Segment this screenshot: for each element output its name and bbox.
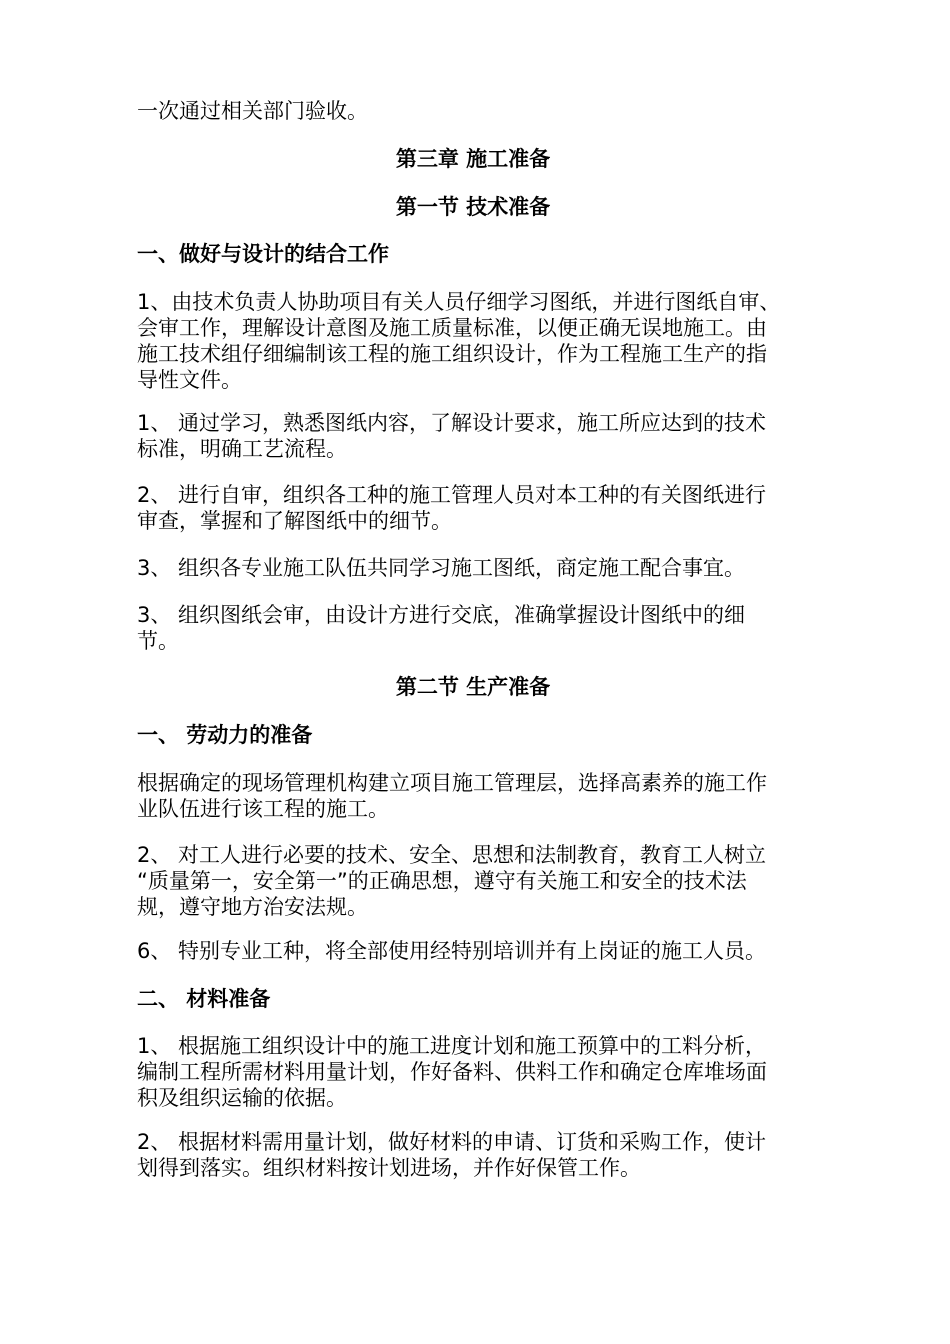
paragraph-line: 编制工程所需材料用量计划，作好备料、供料工作和确定仓库堆场面	[137, 1060, 767, 1084]
paragraph-line: 划得到落实。组织材料按计划进场，并作好保管工作。	[137, 1156, 641, 1180]
paragraph-line: 3、 组织图纸会审，由设计方进行交底，准确掌握设计图纸中的细	[137, 603, 746, 627]
paragraph-line: “质量第一，安全第一”的正确思想，遵守有关施工和安全的技术法	[137, 869, 747, 893]
paragraph-line: 标准，明确工艺流程。	[137, 437, 347, 461]
paragraph	[137, 289, 809, 393]
paragraph-line: 根据确定的现场管理机构建立项目施工管理层，选择高素养的施工作	[137, 771, 767, 795]
paragraph-line: 施工技术组仔细编制该工程的施工组织设计，作为工程施工生产的指	[137, 342, 767, 366]
paragraph-line: 2、 对工人进行必要的技术、安全、思想和法制教育，教育工人树立	[137, 843, 767, 867]
heading: 一、 劳动力的准备	[137, 723, 313, 747]
paragraph-line: 导性文件。	[137, 368, 242, 392]
paragraph	[137, 770, 809, 822]
chapter-title: 第三章 施工准备	[395, 147, 551, 171]
paragraph	[137, 555, 809, 581]
paragraph	[137, 1033, 809, 1111]
section-title: 第一节 技术准备	[395, 195, 551, 219]
section-title: 第二节 生产准备	[395, 675, 551, 699]
paragraph-line: 节。	[137, 629, 179, 653]
paragraph-line: 6、 特别专业工种，将全部使用经特别培训并有上岗证的施工人员。	[137, 939, 767, 963]
paragraph-line: 2、 进行自审，组织各工种的施工管理人员对本工种的有关图纸进行	[137, 483, 767, 507]
text-line: 一次通过相关部门验收。	[137, 99, 368, 123]
paragraph	[137, 410, 809, 462]
paragraph	[137, 602, 809, 654]
paragraph	[137, 1129, 809, 1181]
paragraph	[137, 938, 809, 964]
heading: 一、做好与设计的结合工作	[137, 242, 389, 266]
paragraph-line: 业队伍进行该工程的施工。	[137, 797, 389, 821]
paragraph-line: 会审工作，理解设计意图及施工质量标准，以便正确无误地施工。由	[137, 316, 767, 340]
paragraph-line: 2、 根据材料需用量计划，做好材料的申请、订货和采购工作，使计	[137, 1130, 767, 1154]
paragraph-line: 3、 组织各专业施工队伍共同学习施工图纸，商定施工配合事宜。	[137, 556, 746, 580]
heading: 二、 材料准备	[137, 987, 271, 1011]
paragraph	[137, 482, 809, 534]
paragraph-line: 1、由技术负责人协助项目有关人员仔细学习图纸，并进行图纸自审、	[137, 290, 781, 314]
paragraph-line: 审查，掌握和了解图纸中的细节。	[137, 509, 452, 533]
paragraph	[137, 842, 809, 920]
paragraph-line: 规，遵守地方治安法规。	[137, 895, 368, 919]
paragraph-line: 1、 通过学习，熟悉图纸内容，了解设计要求，施工所应达到的技术	[137, 411, 767, 435]
paragraph-line: 积及组织运输的依据。	[137, 1086, 347, 1110]
paragraph-line: 1、 根据施工组织设计中的施工进度计划和施工预算中的工料分析，	[137, 1034, 767, 1058]
